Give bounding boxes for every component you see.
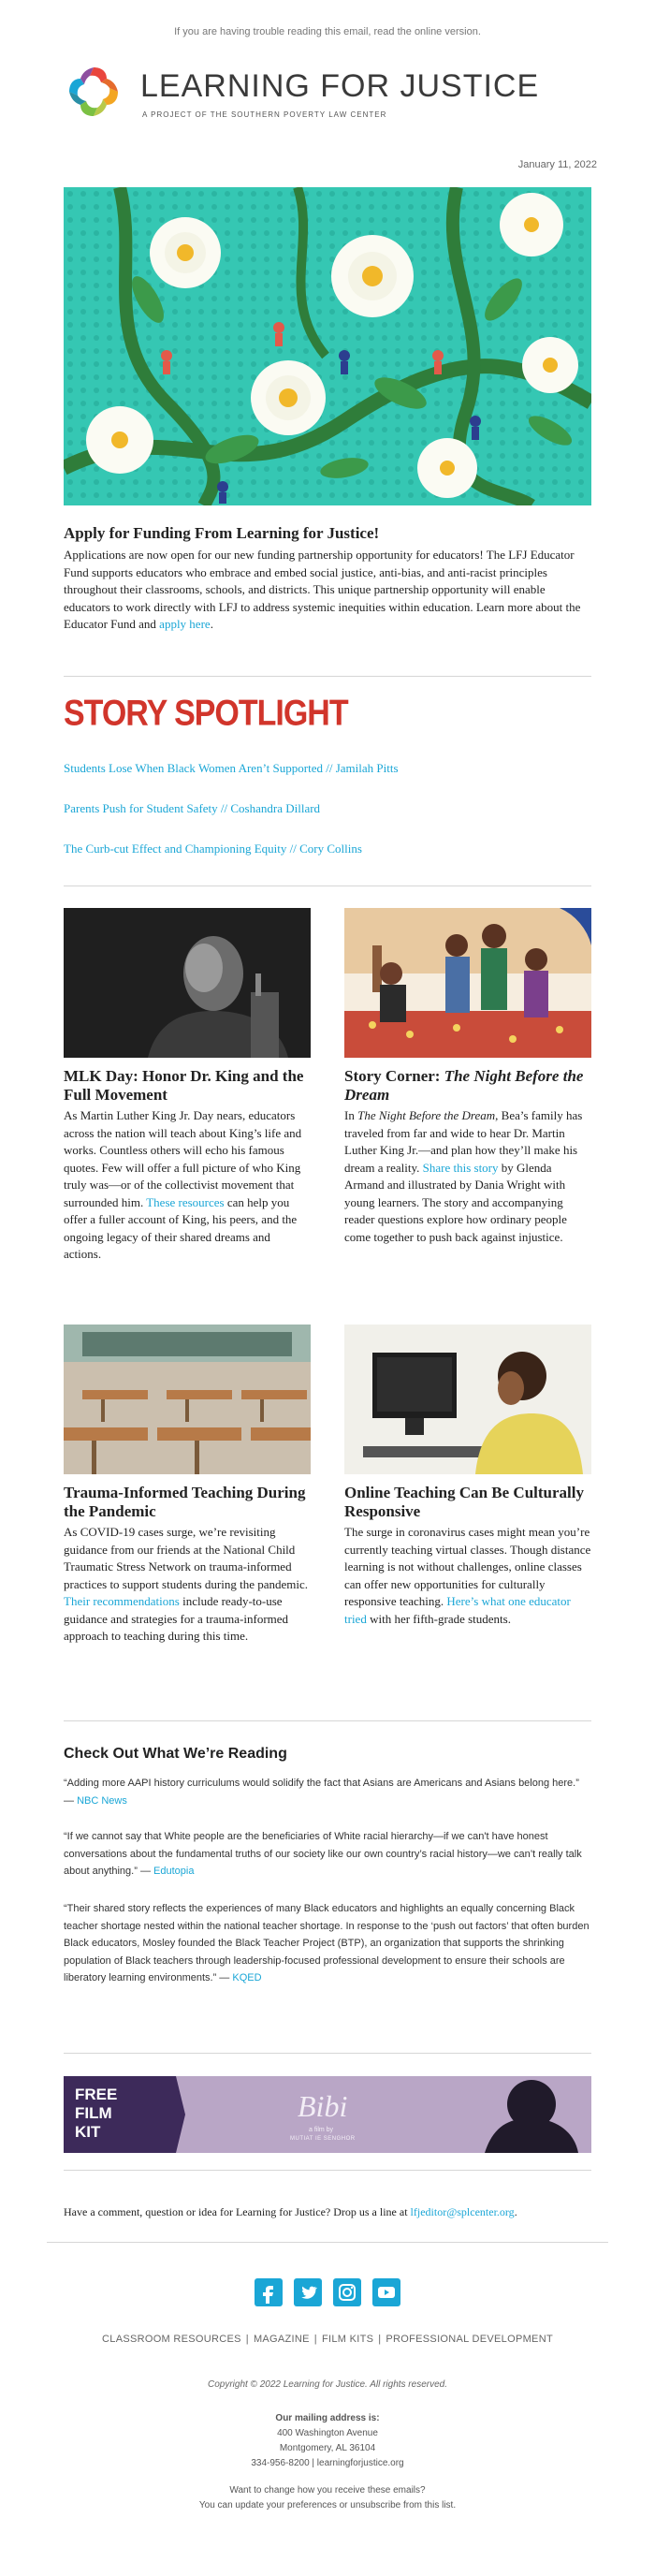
mlk-card-title[interactable]: MLK Day: Honor Dr. King and the Full Movement [64, 1067, 304, 1104]
address-line-1: 400 Washington Avenue [277, 2428, 378, 2438]
story-spotlight-heading: STORY SPOTLIGHT [64, 693, 348, 734]
hands-logo-icon[interactable] [64, 62, 124, 122]
banner-kit: KIT [75, 2123, 101, 2141]
divider [64, 1720, 591, 1721]
facebook-icon[interactable] [255, 2278, 283, 2306]
kqed-link[interactable]: KQED [232, 1972, 262, 1983]
update-preferences-link[interactable]: You can update your preferences or unsubscribe from this list. [198, 2500, 457, 2510]
mlk-photo[interactable] [64, 908, 311, 1058]
social-icons [0, 2278, 655, 2306]
banner-free: FREE [75, 2086, 118, 2103]
educator-fund-title: Apply for Funding From Learning for Justice! [64, 524, 380, 542]
preferences-question: Want to change how you receive these emails? [229, 2485, 426, 2496]
footer-link-magazine[interactable]: MAGAZINE [253, 2334, 310, 2345]
divider [64, 676, 591, 677]
student-computer-photo[interactable] [344, 1325, 591, 1474]
copyright: Copyright © 2022 Learning for Justice. All rights reserved. [207, 2379, 447, 2390]
divider [64, 2053, 591, 2054]
instagram-icon[interactable] [333, 2278, 361, 2306]
trauma-card-body: As COVID-19 cases surge, we’re revisiting guidance from our friends at the National Child Traumatic Stress Network on trauma-informed practices to support students during the pandemic. Their recommendations include ready-to-use guidance and strategies for a trauma-informed approach to teaching during this time. [64, 1525, 309, 1643]
quote-3: “Their shared story reflects the experiences of many Black educators and highlights an equally concerning Black teacher shortage nested within the national teacher shortage. In response to the ‘push out factors’ that often burden Black educators, Mosley founded the Black Teacher Project (BTP), an organization that supports the shrinking population of Black teachers through leadership-focused professional development to ensure their schools are liberatory learning environments.” — KQED [64, 1903, 590, 1983]
apply-here-link[interactable]: apply here [159, 617, 211, 631]
banner-film: FILM [75, 2104, 112, 2122]
mlk-card-body: As Martin Luther King Jr. Day nears, educators across the nation will teach about King’s life and works. Countless others will echo his famous quotes. Few will offer a full picture of who King truly was—or of the collectivist movement that surrounded him. These resources can help you offer a fuller account of King, his peers, and the ongoing legacy of their shared dreams and actions. [64, 1108, 302, 1261]
night-before-dream-illustration[interactable] [344, 908, 591, 1058]
educator-tried-link[interactable]: Here’s what one educator tried [344, 1594, 571, 1626]
footer-divider [47, 2242, 608, 2243]
editor-email-link[interactable]: lfjeditor@splcenter.org [410, 2205, 515, 2218]
preheader-text[interactable]: If you are having trouble reading this email, read the online version. [174, 26, 481, 37]
mlk-resources-link[interactable]: These resources [146, 1194, 225, 1209]
educator-fund-body: Applications are now open for our new funding partnership opportunity for educators! The LFJ Educator Fund supports educators who embrace and embed social justice, anti-bias, and anti-racist principles throughout their classrooms, schools, and districts. This unique partnership opportunity will enable educators to work directly with LFJ to address systemic inequities within education. Learn more about the Educator Fund and apply here. [64, 548, 581, 631]
spotlight-link-2[interactable]: Parents Push for Student Safety // Coshandra Dillard [64, 801, 321, 815]
reading-section-title: Check Out What We’re Reading [64, 1746, 287, 1762]
their-recommendations-link[interactable]: Their recommendations [64, 1594, 180, 1608]
footer-link-classroom-resources[interactable]: CLASSROOM RESOURCES [102, 2334, 241, 2345]
brand-subtitle: A PROJECT OF THE SOUTHERN POVERTY LAW CENTER [142, 110, 387, 119]
free-film-kit-banner[interactable] [64, 2076, 591, 2153]
footer-nav: CLASSROOM RESOURCES | MAGAZINE | FILM KITS | PROFESSIONAL DEVELOPMENT [102, 2334, 553, 2345]
twitter-icon[interactable] [294, 2278, 322, 2306]
hero-flowers-illustration[interactable] [64, 187, 591, 505]
spotlight-link-1[interactable]: Students Lose When Black Women Aren’t Supported // Jamilah Pitts [64, 761, 399, 775]
youtube-icon[interactable] [372, 2278, 400, 2306]
story-corner-title[interactable]: Story Corner: The Night Before the Dream [344, 1067, 584, 1104]
online-card-body: The surge in coronavirus cases might mean you’re currently teaching virtual classes. Though distance learning is not without challenges, online classes can offer new opportunities for culturally responsive teaching. Here’s what one educator tried with her fifth-grade students. [344, 1525, 591, 1626]
divider [64, 2170, 591, 2171]
address-line-2: Montgomery, AL 36104 [279, 2443, 376, 2453]
mailing-address-label: Our mailing address is: [275, 2413, 380, 2423]
footer-link-professional-development[interactable]: PROFESSIONAL DEVELOPMENT [386, 2334, 553, 2345]
quote-1: “Adding more AAPI history curriculums would solidify the fact that Asians are Americans and Asians belong here.” — NBC News [64, 1778, 579, 1807]
contact-line: Have a comment, question or idea for Learning for Justice? Drop us a line at lfjeditor@splcenter.org. [64, 2205, 517, 2218]
trauma-card-title[interactable]: Trauma-Informed Teaching During the Pandemic [64, 1484, 306, 1520]
quote-2: “If we cannot say that White people are the beneficiaries of White racial hierarchy—if we can't have honest conversations about the fundamental truths of our society like our own country’s racial history—we can’t really talk about anything.” — Edutopia [64, 1831, 582, 1877]
online-card-title[interactable]: Online Teaching Can Be Culturally Responsive [344, 1484, 584, 1520]
story-corner-body: In The Night Before the Dream, Bea’s family has traveled from far and wide to hear Dr. Martin Luther King Jr.—and plan how they’ll make his dream a reality. Share this story by Glenda Armand and illustrated by Dania Wright with young learners. The story and accompanying reader questions explore how ordinary people come together to push back against injustice. [344, 1108, 583, 1244]
phone-website[interactable]: 334-956-8200 | learningforjustice.org [251, 2458, 404, 2468]
banner-film-title: Bibi [298, 2089, 348, 2123]
banner-director: MUTIAT IE SENGHOR [290, 2136, 356, 2142]
edutopia-link[interactable]: Edutopia [153, 1866, 195, 1877]
nbc-news-link[interactable]: NBC News [77, 1794, 127, 1807]
issue-date: January 11, 2022 [517, 159, 597, 170]
spotlight-link-3[interactable]: The Curb-cut Effect and Championing Equity // Cory Collins [64, 842, 362, 856]
brand-name[interactable]: LEARNING FOR JUSTICE [140, 68, 540, 104]
banner-credit: a film by [309, 2127, 334, 2133]
empty-classroom-photo[interactable] [64, 1325, 311, 1474]
share-this-story-link[interactable]: Share this story [422, 1160, 499, 1175]
footer-link-film-kits[interactable]: FILM KITS [321, 2334, 374, 2345]
